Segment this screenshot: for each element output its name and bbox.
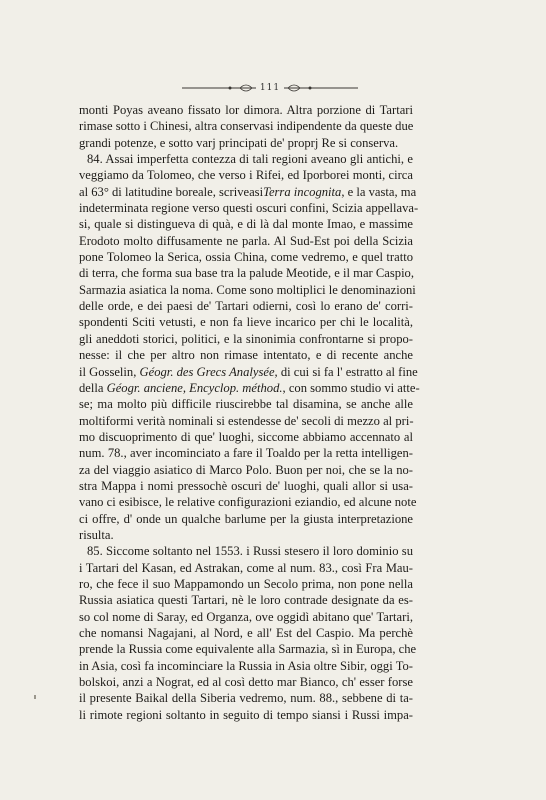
text-segment: ro, che fece il suo Mappamondo un Secolo prima, non pone nella (79, 576, 413, 591)
text-line (79, 641, 417, 657)
text-segment: li rimote regioni soltanto in seguito di tempo siansi i Russi impa- (79, 707, 413, 722)
text-segment: 85. Siccome soltanto nel 1553. i Russi stesero il loro dominio su (87, 544, 413, 559)
italic-segment: Géogr. anciene, Encyclop. méthod. (106, 380, 283, 395)
text-line (79, 249, 413, 265)
text-segment: , e la vasta, ma (341, 184, 417, 199)
text-segment: moltiformi verità nominali si estendesse de' secoli di mezzo al pri- (79, 413, 414, 428)
text-segment: mo discuoprimento di que' luoghi, siccome abbiamo accennato al (79, 429, 413, 444)
text-segment: si, quale si distingueva di quà, e di là dal monte Imao, e massime (79, 217, 413, 232)
body-text (79, 102, 420, 723)
text-line (79, 429, 413, 445)
text-line (79, 151, 413, 167)
text-line (79, 527, 413, 543)
text-line (79, 233, 413, 249)
text-line (79, 560, 413, 576)
text-segment: gli aneddoti storici, politici, e la sinonimia confrontarne si propo- (79, 331, 413, 346)
text-line (79, 135, 413, 151)
text-line (79, 674, 413, 690)
text-line (79, 200, 419, 216)
text-segment: Russia asiatica questi Tartari, nè le loro contrade designate da es- (79, 593, 413, 608)
text-line (79, 494, 417, 510)
text-line (79, 609, 413, 625)
text-segment: num. 78., aver incominciato a fare il Toaldo per la retta intelligen- (79, 446, 413, 461)
text-line (79, 707, 413, 723)
text-line (79, 331, 413, 347)
text-segment: grandi potenze, e sotto varj principati de' proprj Re si conserva. (79, 135, 399, 150)
text-segment: ci offre, d' onde un qualche barlume per la giusta interpretazione (79, 511, 413, 526)
text-line (79, 576, 413, 592)
text-segment: so col nome di Saray, ed Organza, ove oggidì abitano que' Tartari, (79, 609, 413, 624)
text-segment: spondenti Sciti vetusti, e non fa lieve incarico per chi le località, (79, 315, 413, 330)
text-segment: di terra, che forma sua base tra la palude Meotide, e il mar Caspio, (79, 266, 415, 281)
text-segment: di cui si fa l' estratto al fine (277, 364, 418, 379)
text-segment: che nomansi Nagajani, al Nord, e all' Est del Caspio. Ma perchè (79, 626, 413, 640)
text-line (79, 314, 413, 330)
text-line (79, 282, 416, 298)
page-number: 111 (256, 83, 284, 93)
text-segment: in Asia, così fa incominciare la Russia in Asia oltre Sibir, oggi To- (79, 658, 413, 673)
text-line (79, 478, 413, 494)
text-segment: 84. Assai imperfetta contezza di tali regioni aveano gli antichi, e (87, 152, 413, 167)
text-segment: il presente Baikal della Siberia vedremo, num. 88., sebbene di ta- (79, 691, 413, 706)
paper-speck (34, 695, 36, 699)
text-segment: stra Mappa i nomi pressochè oscuri de' luoghi, quali allor si usa- (79, 478, 413, 493)
text-segment: pone Tolomeo la Serica, ossia China, come vedremo, e quel tratto (79, 250, 413, 265)
text-segment: i Tartari del Kasan, ed Astrakan, come al num. 83., così Fra Mau- (79, 560, 413, 575)
text-segment: veggiamo da Tolomeo, che verso i Rifei, ed Iporborei monti, circa (79, 168, 413, 183)
text-line (79, 265, 413, 281)
text-line (79, 592, 413, 608)
page-header-ornament (180, 80, 360, 96)
text-line (79, 445, 413, 461)
text-segment: rimase sotto i Chinesi, altra conservasi indipendente da queste due (79, 119, 414, 134)
text-line (79, 216, 413, 232)
text-segment: , con sommo studio vi atte- (282, 380, 420, 395)
text-segment: za del viaggio asiatico di Marco Polo. Buon per noi, che se la no- (79, 462, 413, 477)
text-segment: nesse: il che per altro non rimase intentato, e di recente anche (79, 348, 413, 363)
italic-segment: Géogr. des Grecs Analysée, (139, 364, 278, 379)
text-segment: prende la Russia come equivalente alla Sarmazia, sì in Europa, che (79, 642, 417, 657)
text-line (79, 380, 420, 396)
text-line (79, 167, 413, 183)
text-segment: se; ma molto più difficile riuscirebbe tal disamina, se anche alle (79, 397, 413, 412)
text-line (79, 543, 413, 559)
text-segment: bolskoi, anzi a Nograt, ed al così detto mar Bianco, ch' esser forse (79, 675, 413, 690)
text-line (79, 625, 413, 641)
text-segment: Erodoto molto diffusamente ne parla. Al Sud-Est poi della Scizia (79, 233, 413, 248)
text-line (79, 347, 413, 363)
text-line (79, 658, 413, 674)
text-segment: delle orde, e dei paesi de' Tartari odierni, così lo erano de' corri- (79, 299, 413, 314)
text-segment: Sarmazia asiatica la noma. Come sono moltiplici le denominazioni (79, 282, 416, 297)
text-segment: al 63° di latitudine boreale, scriveasi (79, 184, 264, 199)
text-segment: vano ci esibisce, le relative configurazioni eziandio, ed alcune note (79, 495, 417, 510)
text-line (79, 364, 418, 380)
text-line (79, 690, 413, 706)
text-segment: il Gosselin, (79, 364, 140, 379)
italic-segment: Terra incognita (263, 184, 342, 199)
text-segment: risulta. (79, 527, 114, 542)
text-line (79, 102, 413, 118)
text-line (79, 298, 413, 314)
text-line (79, 184, 417, 200)
text-line (79, 462, 413, 478)
text-segment: monti Poyas aveano fissato lor dimora. Altra porzione di Tartari (79, 103, 413, 117)
text-line (79, 118, 413, 134)
text-line (79, 511, 413, 527)
text-segment: della (79, 380, 107, 395)
text-segment: indeterminata regione verso questi oscuri confini, Scizia appellava- (79, 201, 419, 216)
text-line (79, 413, 413, 429)
text-line (79, 396, 413, 412)
